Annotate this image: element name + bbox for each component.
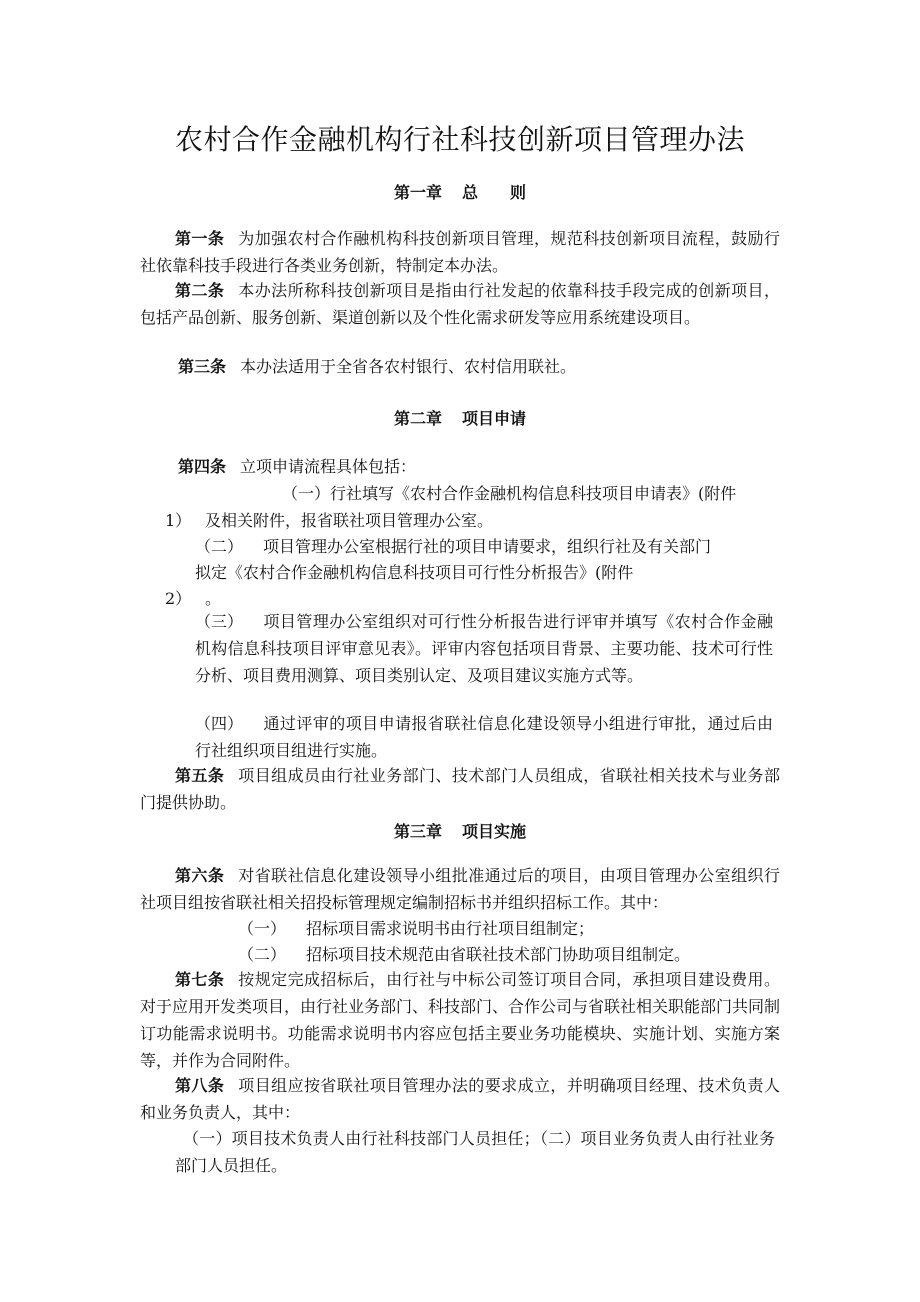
article-label: 第一条	[175, 229, 225, 248]
chapter-1-heading	[0, 180, 920, 203]
article-8-items: （一）项目技术负责人由行社科技部门人员担任；（二）项目业务负责人由行社业务部门人员担任。	[175, 1129, 775, 1175]
article-8	[140, 1072, 780, 1126]
article-label: 第七条	[175, 970, 225, 989]
chapter-2-heading	[0, 406, 920, 429]
article-label: 第八条	[175, 1076, 225, 1095]
article-1	[140, 225, 780, 279]
article-4-item-2-line-2: 拟定《农村合作金融机构信息科技项目可行性分析报告》(附件	[195, 563, 634, 582]
article-4-item-1-line-1: （一）行社填写《农村合作金融机构信息科技项目申请表》(附件	[282, 484, 737, 503]
article-label: 第三条	[178, 357, 227, 376]
article-4	[140, 453, 780, 480]
article-6-item-1	[238, 915, 594, 942]
chapter-label: 第二章	[393, 409, 442, 428]
article-text: 立项申请流程具体包括：	[240, 457, 417, 476]
article-text: 为加强农村合作融机构科技创新项目管理，规范科技创新项目流程，鼓励行社依靠科技手段进行各类业务创新，特制定本办法。	[140, 229, 780, 275]
article-text: 本办法适用于全省各农村银行、农村信用联社。	[240, 357, 577, 376]
article-6-item-2	[238, 941, 690, 968]
item-number: （一）	[238, 919, 287, 938]
chapter-name: 总 则	[462, 183, 527, 202]
article-text: 项目组应按省联社项目管理办法的要求成立，并明确项目经理、技术负责人和业务负责人，其中：	[140, 1076, 780, 1122]
article-4-item-1-line-2	[165, 507, 493, 534]
article-5	[140, 762, 780, 816]
item-number: （四）	[195, 714, 244, 733]
item-text: 。	[205, 589, 222, 608]
article-label: 第六条	[175, 866, 225, 885]
article-text: 本办法所称科技创新项目是指由行社发起的依靠科技手段完成的创新项目，包括产品创新、服务创新、渠道创新以及个性化需求研发等应用系统建设项目。	[140, 281, 780, 327]
article-text: 对省联社信息化建设领导小组批准通过后的项目，由项目管理办公室组织行社项目组按省联社相关招投标管理规定编制招标书并组织招标工作。其中：	[140, 866, 780, 912]
item-text: 招标项目技术规范由省联社技术部门协助项目组制定。	[306, 945, 691, 964]
chapter-3-heading	[0, 819, 920, 842]
chapter-name: 项目申请	[462, 409, 527, 428]
item-text: 通过评审的项目申请报省联社信息化建设领导小组进行审批，通过后由行社组织项目组进行实施。	[195, 714, 773, 760]
item-number: （二）	[238, 945, 287, 964]
chapter-label: 第一章	[393, 183, 442, 202]
article-4-item-3	[195, 608, 773, 689]
article-3	[140, 353, 780, 380]
article-label: 第五条	[175, 766, 225, 785]
article-6	[140, 862, 780, 916]
item-number: 1）	[165, 511, 192, 530]
item-text: 招标项目需求说明书由行社项目组制定；	[306, 919, 595, 938]
document-title: 农村合作金融机构行社科技创新项目管理办法	[174, 123, 745, 156]
article-4-item-4	[195, 710, 773, 764]
chapter-name: 项目实施	[462, 822, 527, 841]
article-label: 第四条	[178, 457, 227, 476]
chapter-label: 第三章	[393, 822, 442, 841]
article-4-item-2-line-1	[195, 533, 711, 560]
item-number: 2）	[165, 589, 192, 608]
article-text: 项目组成员由行社业务部门、技术部门人员组成，省联社相关技术与业务部门提供协助。	[140, 766, 780, 812]
item-text: 及相关附件，报省联社项目管理办公室。	[205, 511, 494, 530]
item-number: （二）	[195, 537, 244, 556]
article-label: 第二条	[175, 281, 225, 300]
article-7	[140, 966, 780, 1074]
item-text: 项目管理办公室根据行社的项目申请要求，组织行社及有关部门	[263, 537, 712, 556]
item-number: （三）	[195, 612, 244, 631]
article-text: 按规定完成招标后，由行社与中标公司签订项目合同，承担项目建设费用。对于应用开发类项目，由行社业务部门、科技部门、合作公司与省联社相关职能部门共同制订功能需求说明书。功能需求说明书内容应包括主要业务功能模块、实施计划、实施方案等，并作为合同附件。	[140, 970, 781, 1070]
item-text: 项目管理办公室组织对可行性分析报告进行评审并填写《农村合作金融机构信息科技项目评审意见表》。评审内容包括项目背景、主要功能、技术可行性分析、项目费用测算、项目类别认定、及项目建议实施方式等。	[195, 612, 773, 685]
article-2	[140, 277, 780, 331]
